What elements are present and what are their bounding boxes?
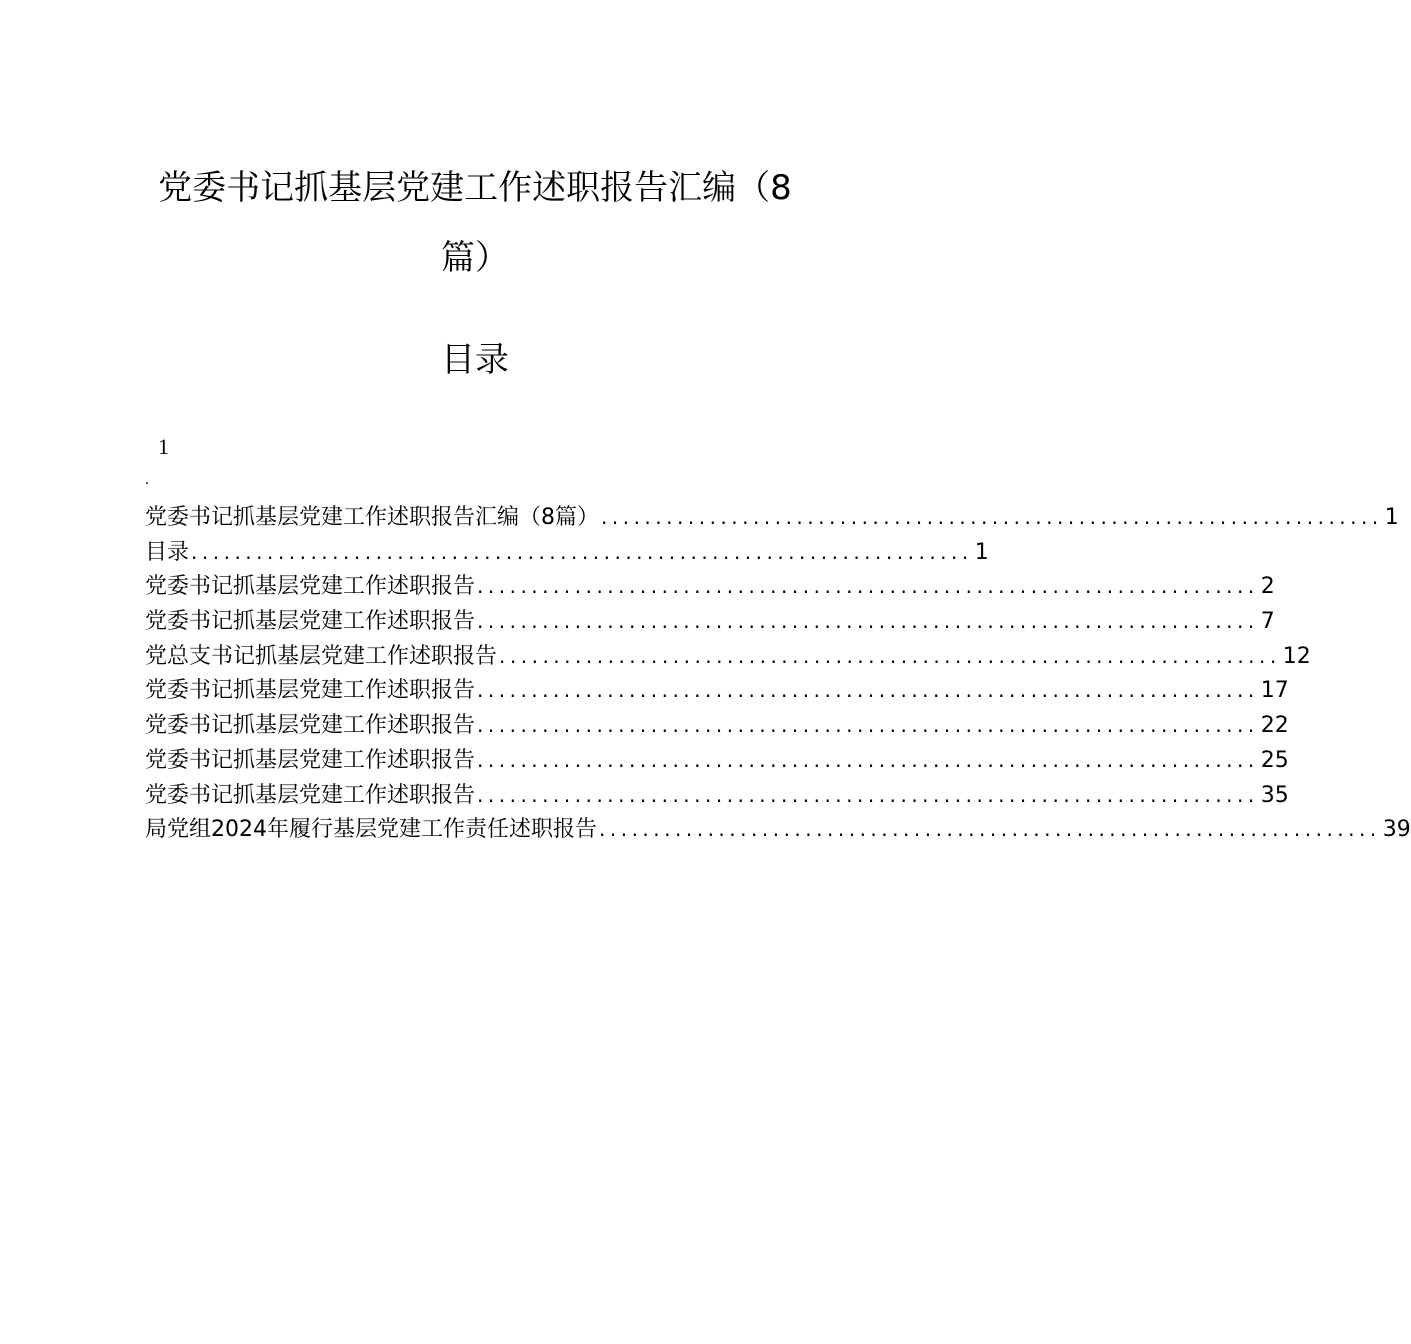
toc-entry-page: 2: [1260, 574, 1275, 600]
dot-leader: ........................................................................: [477, 609, 1259, 634]
toc-entry-title: 目录: [145, 539, 190, 565]
document-title-line-2: 篇）: [441, 238, 509, 278]
list-dot: .: [145, 471, 149, 488]
toc-entry[interactable]: [145, 535, 989, 570]
toc-entry[interactable]: [145, 708, 1289, 743]
toc-entry-page: 25: [1260, 747, 1289, 773]
dot-leader: ........................................................................: [191, 539, 973, 564]
toc-entry-title: 党总支书记抓基层党建工作述职报告: [145, 643, 498, 669]
toc-entry-page: 35: [1260, 782, 1289, 808]
toc-entry-page: 17: [1260, 678, 1289, 704]
toc-entry-title: 局党组2024年履行基层党建工作责任述职报告: [145, 817, 597, 843]
toc-entry-title: 党委书记抓基层党建工作述职报告: [145, 678, 476, 704]
toc-entry-title: 党委书记抓基层党建工作述职报告: [145, 574, 476, 600]
toc-entry[interactable]: [145, 500, 1399, 535]
toc-entry-page: 22: [1260, 713, 1289, 739]
toc-entry[interactable]: [145, 743, 1289, 778]
toc-entry[interactable]: [145, 812, 1411, 847]
document-title-line-1: 党委书记抓基层党建工作述职报告汇编（8: [158, 168, 792, 208]
toc-entry-page: 39: [1382, 817, 1411, 843]
toc-heading: 目录: [441, 340, 509, 380]
toc-entry-title: 党委书记抓基层党建工作述职报告: [145, 747, 476, 773]
toc-entry[interactable]: [145, 778, 1289, 813]
table-of-contents: [145, 500, 1411, 847]
dot-leader: ........................................................................: [477, 678, 1259, 703]
toc-entry-title: 党委书记抓基层党建工作述职报告: [145, 782, 476, 808]
toc-entry-title: 党委书记抓基层党建工作述职报告汇编（8篇）: [145, 505, 599, 530]
toc-entry[interactable]: [145, 604, 1275, 639]
toc-entry-page: 12: [1282, 643, 1311, 669]
dot-leader: ........................................................................: [499, 643, 1281, 668]
toc-entry-page: 7: [1260, 609, 1275, 635]
toc-entry[interactable]: [145, 569, 1275, 604]
toc-entry-title: 党委书记抓基层党建工作述职报告: [145, 609, 476, 635]
dot-leader: ........................................................................: [477, 713, 1259, 738]
dot-leader: ........................................................................: [599, 817, 1381, 842]
dot-leader: ........................................................................: [477, 782, 1259, 807]
toc-entry-page: 1: [974, 539, 989, 565]
toc-entry-title: 党委书记抓基层党建工作述职报告: [145, 713, 476, 739]
dot-leader: ........................................................................: [477, 747, 1259, 772]
toc-entry[interactable]: [145, 673, 1289, 708]
dot-leader: ........................................................................: [477, 574, 1259, 599]
toc-entry[interactable]: [145, 639, 1311, 674]
list-number: 1: [158, 434, 169, 459]
dot-leader: ........................................................................: [601, 505, 1383, 529]
toc-entry-page: 1: [1384, 505, 1399, 530]
